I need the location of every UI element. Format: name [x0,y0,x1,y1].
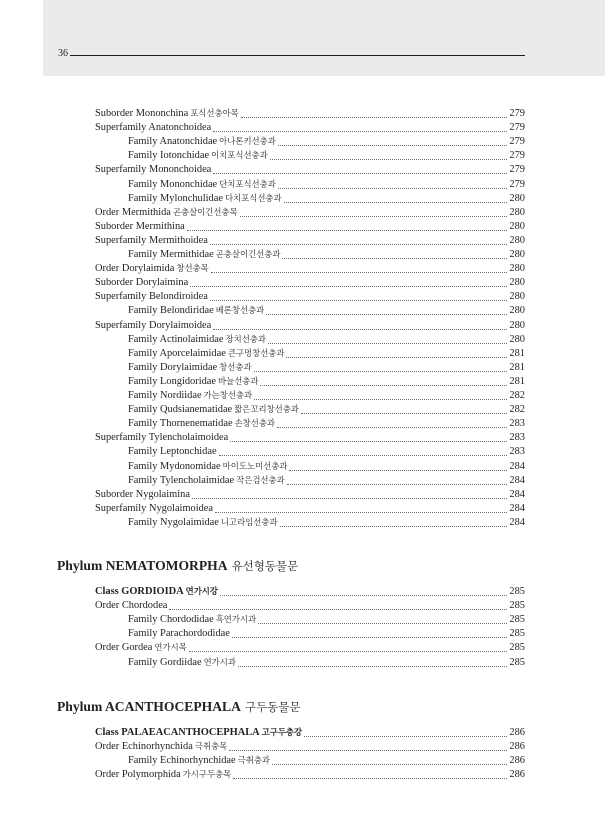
toc-entry-latin-name: Suborder Dorylaimina [95,277,189,289]
toc-entry[interactable] [95,107,525,121]
toc-entry-title [128,655,236,670]
dot-leader [278,188,508,189]
toc-entry-korean-name: 단치포식선충과 [219,178,276,189]
toc-entry-page-number: 283 [509,432,525,444]
toc-entry-page-number: 280 [509,319,525,331]
toc-entry[interactable] [95,234,525,248]
dot-leader [254,371,508,372]
toc-entry-page-number: 282 [509,390,525,401]
toc-entry-page-number: 284 [509,474,525,486]
toc-entry-page-number: 285 [509,628,525,640]
toc-entry-latin-name: Family Qudsianematidae [128,404,233,416]
toc-entry-title [128,374,258,389]
dot-leader [270,159,508,160]
toc-entry-latin-name: Superfamily Belondiroidea [95,291,208,303]
toc-entry-title [95,261,209,276]
toc-entry[interactable] [95,206,525,220]
dot-leader [232,637,508,638]
toc-entry-korean-name: 포식선충아목 [190,108,239,118]
toc-entry-page-number: 284 [509,488,525,500]
toc-entry-title [128,515,278,530]
dot-leader [301,413,508,414]
toc-entry-korean-name: 니고라임선충과 [220,516,278,527]
toc-entry-title [95,767,231,782]
toc-entry-latin-name: Superfamily Tylencholaimoidea [95,432,229,444]
dot-leader [192,498,507,499]
toc-entry-title [95,739,227,754]
toc-entry[interactable] [95,431,525,445]
toc-entry[interactable] [128,656,525,670]
toc-entry-page-number: 286 [509,769,525,781]
toc-entry[interactable] [128,333,525,347]
toc-entry-korean-name: 고구두충강 [261,727,303,737]
toc-entry-korean-name: 극취충목 [194,741,228,752]
toc-entry-page-number: 279 [509,136,525,148]
dot-leader [260,385,507,386]
toc-entry-title [95,584,218,599]
toc-entry-korean-name: 이치포식선충과 [211,150,268,161]
dot-leader [211,272,508,273]
dot-leader [258,623,507,624]
toc-entry-page-number: 285 [509,642,525,654]
toc-entry-title [128,416,275,431]
toc-entry-title [95,205,238,220]
toc-entry[interactable] [128,304,525,318]
toc-entry-latin-name: Family Thornenematidae [128,418,233,430]
toc-entry-title [128,388,252,403]
toc-entry-latin-name: Family Tylencholaimidae [128,474,235,486]
toc-entry-page-number: 284 [509,516,525,528]
toc-entry-korean-name: 큰구멍창선충과 [227,347,285,358]
toc-entry[interactable] [128,248,525,262]
dot-leader [220,595,507,596]
toc-entry-page-number: 285 [509,656,525,668]
toc-entry-korean-name: 연가시강 [185,586,218,596]
toc-entry-title [95,220,185,234]
dot-leader [278,145,508,146]
dot-leader [219,455,508,456]
toc-entry[interactable] [128,627,525,641]
dot-leader [187,230,508,231]
toc-entry[interactable] [128,347,525,361]
toc-entry-latin-name: Family Mylonchulidae [128,192,223,204]
toc-entry-korean-name: 마이도노미선충과 [222,460,288,471]
toc-entry-latin-name: Order Gordea [95,642,153,654]
toc-entry-korean-name: 연가시과 [203,656,236,667]
toc-entry-korean-name: 흑연가시과 [215,614,257,625]
dot-leader [282,258,507,259]
toc-entry-korean-name: 다치포식선충과 [224,192,282,203]
toc-entry-korean-name: 가는창선충과 [203,390,253,400]
toc-entry-title [95,290,208,304]
page-number: 36 [58,48,68,59]
toc-entry-latin-name: Family Iotonchidae [128,150,210,162]
toc-entry-page-number: 279 [509,150,525,162]
toc-entry-latin-name: Family Chordodidae [128,614,214,626]
toc-entry-latin-name: Family Nygolaimidae [128,516,219,528]
toc-entry[interactable] [128,445,525,459]
toc-entry-title [128,402,299,417]
phylum-heading-korean: 유선형동물문 [231,559,299,573]
toc-entry-latin-name: Family Longidoridae [128,375,217,387]
toc-entry[interactable] [95,502,525,516]
toc-entry-page-number: 279 [509,164,525,176]
dot-leader [254,399,507,400]
toc-entry[interactable] [128,375,525,389]
phylum-heading [57,558,298,574]
toc-entry-title [95,276,188,290]
dot-leader [284,202,508,203]
toc-entry-latin-name: Family Belondiridae [128,305,214,317]
toc-entry-title [128,753,270,768]
toc-entry-page-number: 282 [509,404,525,416]
toc-entry-latin-name: Family Actinolaimidae [128,333,224,345]
dot-leader [210,300,508,301]
toc-entry-page-number: 280 [509,333,525,345]
toc-entry-page-number: 280 [509,234,525,246]
toc-entry-latin-name: Family Dorylaimidae [128,361,218,373]
toc-entry-latin-name: Order Polymorphida [95,769,181,781]
toc-entry-title [95,319,211,333]
toc-entry-page-number: 280 [509,206,525,218]
toc-entry-latin-name: Family Mermithidae [128,249,214,260]
toc-entry[interactable] [95,740,525,754]
toc-entry-latin-name: Family Mydonomidae [128,460,221,472]
toc-entry-latin-name: Suborder Mermithina [95,220,185,232]
toc-entry-latin-name: Order Dorylaimida [95,263,175,275]
toc-entry-page-number: 279 [509,122,525,134]
toc-entry-page-number: 281 [509,375,525,387]
toc-entry[interactable] [95,585,525,599]
dot-leader [213,329,507,330]
toc-entry-title [128,148,268,163]
toc-entry-korean-name: 베론창선충과 [215,305,265,316]
toc-entry-title [128,445,217,459]
dot-leader [280,526,508,527]
toc-entry-korean-name: 손창선충과 [234,418,276,429]
toc-entry[interactable] [128,613,525,627]
toc-entry-latin-name: Family Aporcelaimidae [128,347,226,359]
toc-entry-page-number: 285 [509,614,525,626]
dot-leader [190,286,507,287]
toc-entry-latin-name: Superfamily Mermithoidea [95,234,208,246]
toc-entry-korean-name: 극취충과 [237,755,271,766]
toc-entry-page-number: 281 [509,361,525,373]
dot-leader [189,651,508,652]
toc-entry-latin-name: Class PALAEACANTHOCEPHALA [95,727,260,738]
dot-leader [289,470,507,471]
phylum-heading-korean: 구두동물문 [244,700,301,714]
dot-leader [210,244,508,245]
phylum-heading-label: Phylum NEMATOMORPHA [57,558,228,573]
toc-entry[interactable] [95,220,525,234]
toc-entry[interactable] [95,726,525,740]
toc-entry-korean-name: 곤충살이긴선충목 [172,206,238,217]
toc-entry-title [95,234,208,248]
toc-entry-latin-name: Order Chordodea [95,600,168,612]
dot-leader [238,666,507,667]
toc-entry-korean-name: 곤충살이긴선충과 [215,249,281,259]
toc-entry-title [128,473,285,488]
toc-entry[interactable] [95,121,525,135]
toc-entry-title [128,134,276,149]
page-header-band [43,0,605,76]
toc-entry-title [128,459,287,474]
toc-entry-page-number: 283 [509,446,525,458]
toc-entry-page-number: 280 [509,277,525,289]
dot-leader [287,484,508,485]
toc-entry-korean-name: 연가시목 [154,642,187,653]
dot-leader [233,778,507,779]
dot-leader [240,216,508,217]
header-rule [70,55,525,56]
dot-leader [169,609,507,610]
toc-entry[interactable] [95,163,525,177]
toc-entry-page-number: 280 [509,291,525,303]
toc-entry-page-number: 284 [509,502,525,514]
toc-entry-title [128,360,252,375]
toc-entry-page-number: 285 [509,586,525,597]
dot-leader [230,441,507,442]
toc-entry-title [95,106,239,121]
toc-entry-latin-name: Superfamily Dorylaimoidea [95,319,212,331]
toc-entry[interactable] [128,192,525,206]
toc-entry-page-number: 284 [509,460,525,472]
toc-entry-title [128,303,264,318]
toc-entry-title [128,332,266,347]
toc-entry-latin-name: Family Gordiidae [128,656,202,668]
toc-entry-korean-name: 창선충과 [219,361,252,372]
toc-entry[interactable] [128,403,525,417]
toc-entry[interactable] [95,262,525,276]
toc-entry-korean-name: 가시구두충목 [182,769,232,780]
toc-entry[interactable] [95,599,525,613]
toc-entry[interactable] [95,641,525,655]
dot-leader [268,343,507,344]
toc-entry-latin-name: Family Parachordodidae [128,628,230,640]
toc-entry[interactable] [128,474,525,488]
toc-entry[interactable] [95,290,525,304]
toc-entry-latin-name: Order Echinorhynchida [95,741,193,753]
dot-leader [277,427,507,428]
toc-entry-page-number: 279 [509,108,525,119]
toc-entry-page-number: 280 [509,249,525,260]
toc-entry-title [95,599,167,613]
toc-entry-title [128,612,256,627]
toc-entry-page-number: 280 [509,220,525,232]
toc-entry-latin-name: Family Echinorhynchidae [128,755,236,767]
toc-entry-latin-name: Class GORDIOIDA [95,586,184,597]
toc-entry-title [95,725,302,740]
toc-entry-title [95,488,190,502]
dot-leader [229,750,507,751]
dot-leader [213,173,507,174]
phylum-heading-label: Phylum ACANTHOCEPHALA [57,699,241,714]
toc-entry-korean-name: 창선충목 [176,263,209,274]
toc-entry[interactable] [128,361,525,375]
toc-entry-title [95,502,213,516]
dot-leader [266,314,507,315]
toc-entry-page-number: 281 [509,347,525,359]
dot-leader [286,357,507,358]
toc-entry-page-number: 286 [509,741,525,753]
dot-leader [213,131,507,132]
toc-entry[interactable] [95,319,525,333]
toc-entry-latin-name: Suborder Nygolaimina [95,488,190,500]
dot-leader [215,512,507,513]
toc-entry-latin-name: Family Anatonchidae [128,136,218,148]
toc-entry-page-number: 283 [509,418,525,430]
toc-entry-page-number: 280 [509,263,525,275]
toc-entry-title [95,640,187,655]
toc-entry[interactable] [128,460,525,474]
toc-entry-title [95,163,211,177]
toc-entry-latin-name: Superfamily Nygolaimoidea [95,502,214,514]
toc-entry[interactable] [128,149,525,163]
toc-entry[interactable] [128,389,525,403]
toc-entry-title [128,177,276,192]
toc-entry[interactable] [95,488,525,502]
toc-entry-latin-name: Order Mermithida [95,206,171,218]
toc-entry-page-number: 279 [509,178,525,190]
dot-leader [241,117,508,118]
toc-entry-korean-name: 짧은꼬리창선충과 [234,404,299,415]
toc-entry[interactable] [128,417,525,431]
toc-entry-korean-name: 작은검선충과 [236,474,285,485]
toc-entry-page-number: 286 [509,755,525,767]
toc-entry[interactable] [95,768,525,782]
dot-leader [272,764,507,765]
phylum-heading [57,699,300,715]
toc-entry-latin-name: Family Leptonchidae [128,446,217,458]
toc-entry[interactable] [128,754,525,768]
toc-entry[interactable] [128,516,525,530]
toc-entry-title [95,121,211,135]
toc-entry-page-number: 286 [509,727,525,738]
toc-entry-korean-name: 바늘선충과 [218,375,259,386]
toc-entry-korean-name: 아나톤키선충과 [219,136,276,147]
toc-entry[interactable] [128,135,525,149]
toc-entry-latin-name: Superfamily Mononchoidea [95,164,212,176]
toc-entry-page-number: 285 [509,600,525,612]
toc-entry[interactable] [128,178,525,192]
toc-entry-latin-name: Family Nordiidae [128,390,202,401]
toc-entry-korean-name: 장치선충과 [225,333,266,344]
toc-entry-title [128,627,230,641]
toc-entry-title [128,346,284,361]
toc-entry-page-number: 280 [509,192,525,204]
toc-entry-page-number: 280 [509,305,525,317]
toc-entry-title [95,431,228,445]
toc-entry-latin-name: Suborder Mononchina [95,108,189,119]
toc-entry-title [128,247,280,262]
toc-entry-latin-name: Family Mononchidae [128,178,218,190]
toc-entry-latin-name: Superfamily Anatonchoidea [95,122,212,134]
toc-entry-title [128,191,282,206]
dot-leader [304,736,507,737]
toc-entry[interactable] [95,276,525,290]
